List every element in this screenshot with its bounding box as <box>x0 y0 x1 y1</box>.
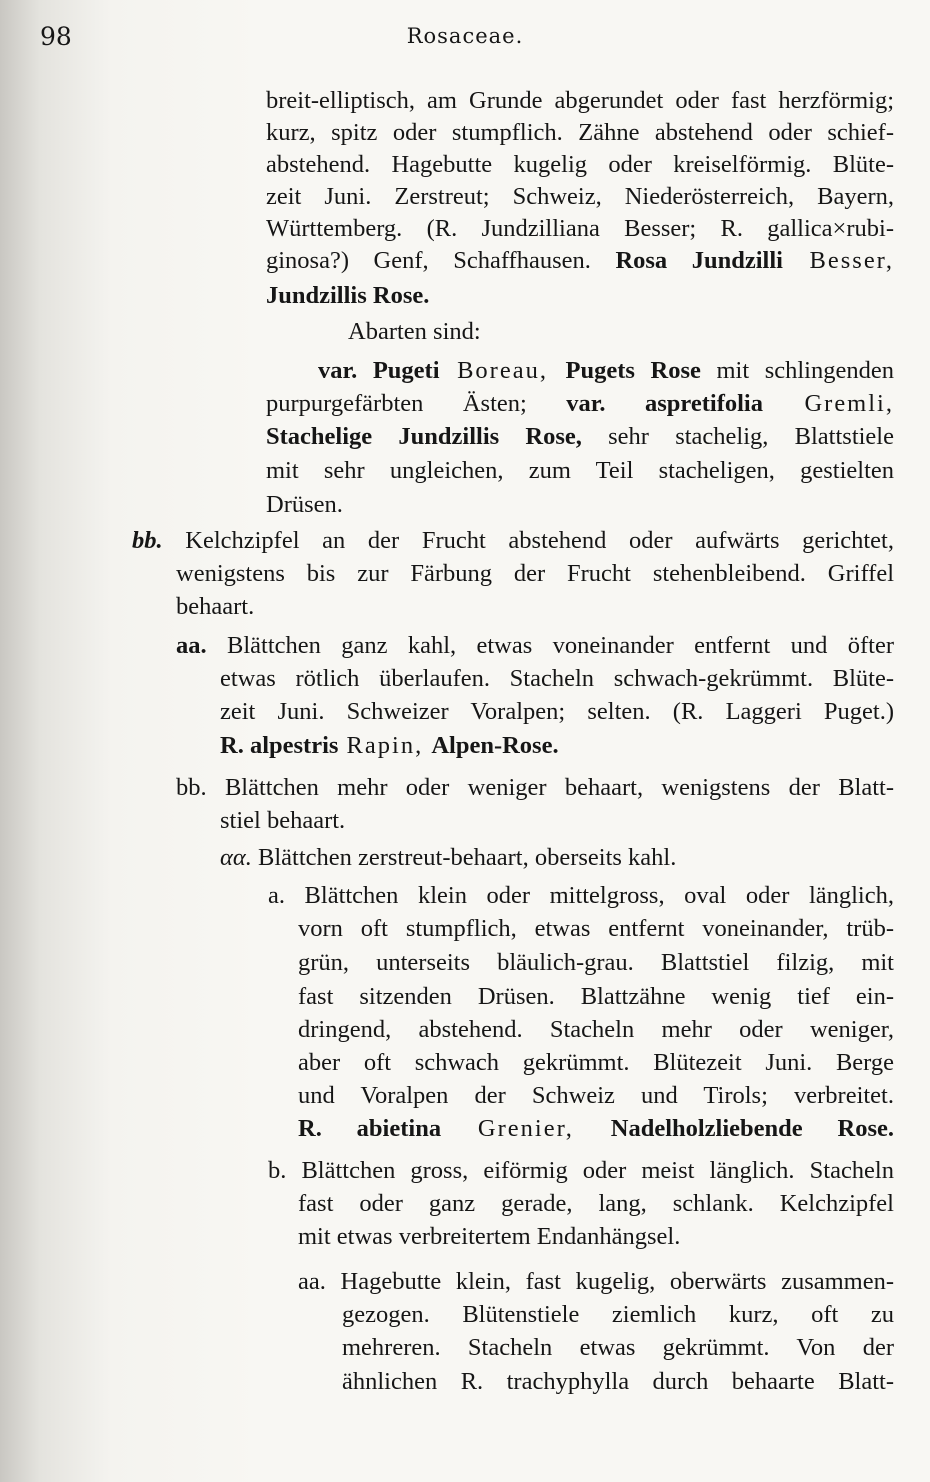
common-name: Alpen-Rose. <box>431 732 559 759</box>
text-line: stiel behaart. <box>220 807 346 834</box>
text-line: ginosa?) Genf, Schaffhausen. Rosa Jundzilli Besser, <box>266 247 894 274</box>
running-head: Rosaceae. <box>406 24 524 48</box>
text-line: mehreren. Stacheln etwas gekrümmt. Von der <box>342 1334 894 1361</box>
common-name: Jundzillis Rose. <box>266 282 430 309</box>
text-line: vorn oft stumpflich, etwas entfernt voneinander, trüb- <box>298 915 894 942</box>
key-marker: bb. <box>132 527 163 554</box>
page-number: 98 <box>40 22 72 51</box>
text-line: var. Pugeti Boreau, Pugets Rose mit schlingenden <box>318 357 894 384</box>
common-name: Stachelige Jundzillis Rose, <box>266 423 582 450</box>
subheading: Abarten sind: <box>348 318 481 345</box>
key-marker: aa. <box>298 1268 326 1295</box>
text-line: kurz, spitz oder stumpflich. Zähne abstehend oder schief- <box>266 119 894 146</box>
key-marker: a. <box>268 882 285 909</box>
text-line: etwas rötlich überlaufen. Stacheln schwach-gekrümmt. Blüte- <box>220 665 894 692</box>
key-entry: bb. Blättchen mehr oder weniger behaart, wenigstens der Blatt- <box>176 774 894 801</box>
text-line <box>298 1113 894 1145</box>
text-line <box>266 280 894 312</box>
author-name: Rapin, <box>338 732 432 759</box>
key-entry: a. Blättchen klein oder mittelgross, oval oder länglich, <box>268 882 894 909</box>
key-marker: αα. <box>220 844 252 871</box>
text-line: aber oft schwach gekrümmt. Blütezeit Juni. Berge <box>298 1049 894 1076</box>
text-line: und Voralpen der Schweiz und Tirols; verbreitet. <box>298 1082 894 1109</box>
text-line: purpurgefärbten Ästen; var. aspretifolia Gremli, <box>266 390 894 417</box>
text-line: gezogen. Blütenstiele ziemlich kurz, oft zu <box>342 1301 894 1328</box>
text-line: dringend, abstehend. Stacheln mehr oder weniger, <box>298 1016 894 1043</box>
text-line: zeit Juni. Schweizer Voralpen; selten. (R. Laggeri Puget.) <box>220 698 894 725</box>
text-line: ähnlichen R. trachyphylla durch behaarte Blatt- <box>342 1368 894 1395</box>
text-line: mit sehr ungleichen, zum Teil stacheligen, gestielten <box>266 457 894 484</box>
key-entry: aa. Hagebutte klein, fast kugelig, oberwärts zusammen- <box>298 1268 894 1295</box>
text-line: behaart. <box>176 593 255 620</box>
species-name: Rosa Jundzilli <box>615 247 783 274</box>
key-entry: b. Blättchen gross, eiförmig oder meist länglich. Stacheln <box>268 1157 894 1184</box>
text-line: fast oder ganz gerade, lang, schlank. Kelchzipfel <box>298 1190 894 1217</box>
variety-name: var. aspretifolia <box>566 390 763 417</box>
text-line: abstehend. Hagebutte kugelig oder kreiselförmig. Blüte- <box>266 151 894 178</box>
common-name: Nadelholzliebende Rose. <box>610 1115 894 1142</box>
text-line: zeit Juni. Zerstreut; Schweiz, Niederösterreich, Bayern, <box>266 183 894 210</box>
author-name: Boreau, <box>439 357 566 384</box>
author-name: Grenier, <box>441 1115 611 1142</box>
text-line <box>220 730 894 762</box>
text-line: breit-elliptisch, am Grunde abgerundet oder fast herzförmig; <box>266 87 894 114</box>
text-line: wenigstens bis zur Färbung der Frucht stehenbleibend. Griffel <box>176 560 894 587</box>
text-line: grün, unterseits bläulich-grau. Blattstiel filzig, mit <box>298 949 894 976</box>
text-line: Drüsen. <box>266 491 343 518</box>
text-line: Württemberg. (R. Jundzilliana Besser; R. gallica×rubi- <box>266 215 894 242</box>
text-line: Stachelige Jundzillis Rose, sehr stachelig, Blattstiele <box>266 423 894 450</box>
species-name: R. alpestris <box>220 732 339 759</box>
key-marker: b. <box>268 1157 287 1184</box>
key-marker: bb. <box>176 774 207 801</box>
author-name: Besser, <box>782 247 894 274</box>
key-entry: αα. Blättchen zerstreut-behaart, oberseits kahl. <box>220 844 677 871</box>
common-name: Pugets Rose <box>565 357 701 384</box>
text-line: mit etwas verbreitertem Endanhängsel. <box>298 1223 681 1250</box>
author-name: Gremli, <box>762 390 894 417</box>
key-entry: bb. Kelchzipfel an der Frucht abstehend oder aufwärts gerichtet, <box>132 527 894 554</box>
text-line: fast sitzenden Drüsen. Blattzähne wenig tief ein- <box>298 983 894 1010</box>
variety-name: var. Pugeti <box>318 357 440 384</box>
species-name: R. abietina <box>298 1115 442 1142</box>
key-entry: aa. Blättchen ganz kahl, etwas voneinander entfernt und öfter <box>176 632 894 659</box>
key-marker: aa. <box>176 632 207 659</box>
